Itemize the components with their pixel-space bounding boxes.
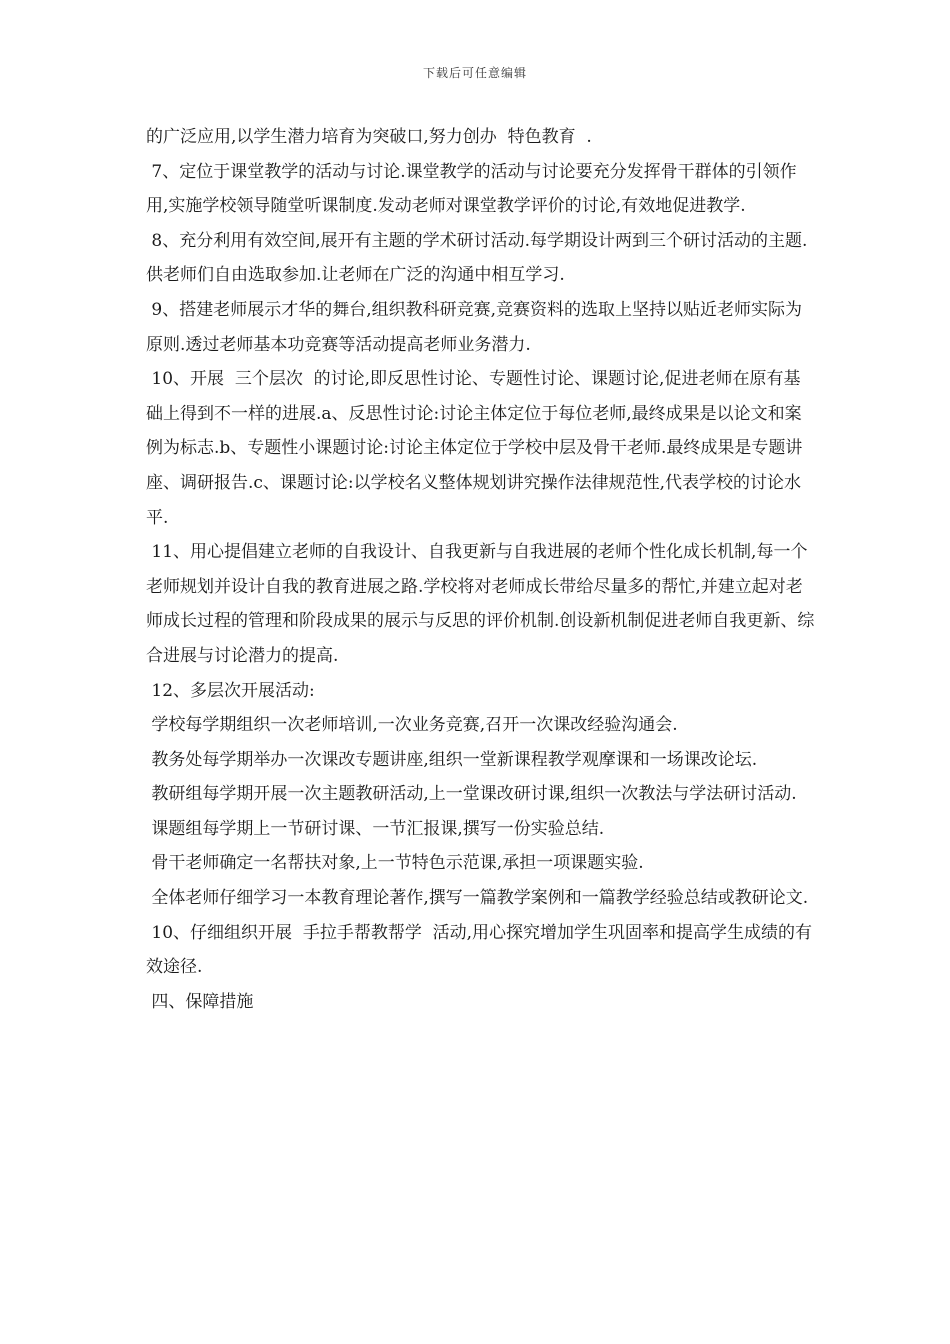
paragraph: 10、开展 三个层次 的讨论,即反思性讨论、专题性讨论、课题讨论,促进老师在原有基础上得到不一样的进展.a、反思性讨论:讨论主体定位于每位老师,最终成果是以论文和案例为标志.b、专题性小课题讨论:讨论主体定位于学校中层及骨干老师.最终成果是专题讲座、调研报告.c、课题讨论:以学校名义整体规划讲究操作法律规范性,代表学校的讨论水平. xyxy=(146,369,803,528)
page-header: 下载后可任意编辑 xyxy=(422,66,527,80)
paragraph: 学校每学期组织一次老师培训,一次业务竞赛,召开一次课改经验沟通会. xyxy=(146,715,678,736)
paragraph: 教研组每学期开展一次主题教研活动,上一堂课改研讨课,组织一次教法与学法研讨活动. xyxy=(146,784,797,805)
document-body xyxy=(146,120,816,1019)
paragraph: 骨干老师确定一名帮扶对象,上一节特色示范课,承担一项课题实验. xyxy=(146,853,644,874)
paragraph: 7、定位于课堂教学的活动与讨论.课堂教学的活动与讨论要充分发挥骨干群体的引领作用,实施学校领导随堂听课制度.发动老师对课堂教学评价的讨论,有效地促进教学. xyxy=(146,161,797,217)
paragraph: 课题组每学期上一节研讨课、一节汇报课,撰写一份实验总结. xyxy=(146,818,605,839)
paragraph: 的广泛应用,以学生潜力培育为突破口,努力创办 特色教育 . xyxy=(146,127,592,147)
paragraph: 11、用心提倡建立老师的自我设计、自我更新与自我进展的老师个性化成长机制,每一个老师规划并设计自我的教育进展之路.学校将对老师成长带给尽量多的帮忙,并建立起对老师成长过程的管理和阶段成果的展示与反思的评价机制.创设新机制促进老师自我更新、综合进展与讨论潜力的提高. xyxy=(146,542,815,666)
section-heading: 四、保障措施 xyxy=(146,991,254,1012)
paragraph: 全体老师仔细学习一本教育理论著作,撰写一篇教学案例和一篇教学经验总结或教研论文. xyxy=(146,888,809,909)
paragraph: 9、搭建老师展示才华的舞台,组织教科研竞赛,竞赛资料的选取上坚持以贴近老师实际为原则.透过老师基本功竞赛等活动提高老师业务潜力. xyxy=(146,299,803,355)
paragraph: 12、多层次开展活动: xyxy=(146,680,315,701)
paragraph: 10、仔细组织开展 手拉手帮教帮学 活动,用心探究增加学生巩固率和提高学生成绩的有效途径. xyxy=(146,922,813,978)
paragraph: 8、充分利用有效空间,展开有主题的学术研讨活动.每学期设计两到三个研讨活动的主题.供老师们自由选取参加.让老师在广泛的沟通中相互学习. xyxy=(146,230,808,286)
paragraph: 教务处每学期举办一次课改专题讲座,组织一堂新课程教学观摩课和一场课改论坛. xyxy=(146,749,758,770)
